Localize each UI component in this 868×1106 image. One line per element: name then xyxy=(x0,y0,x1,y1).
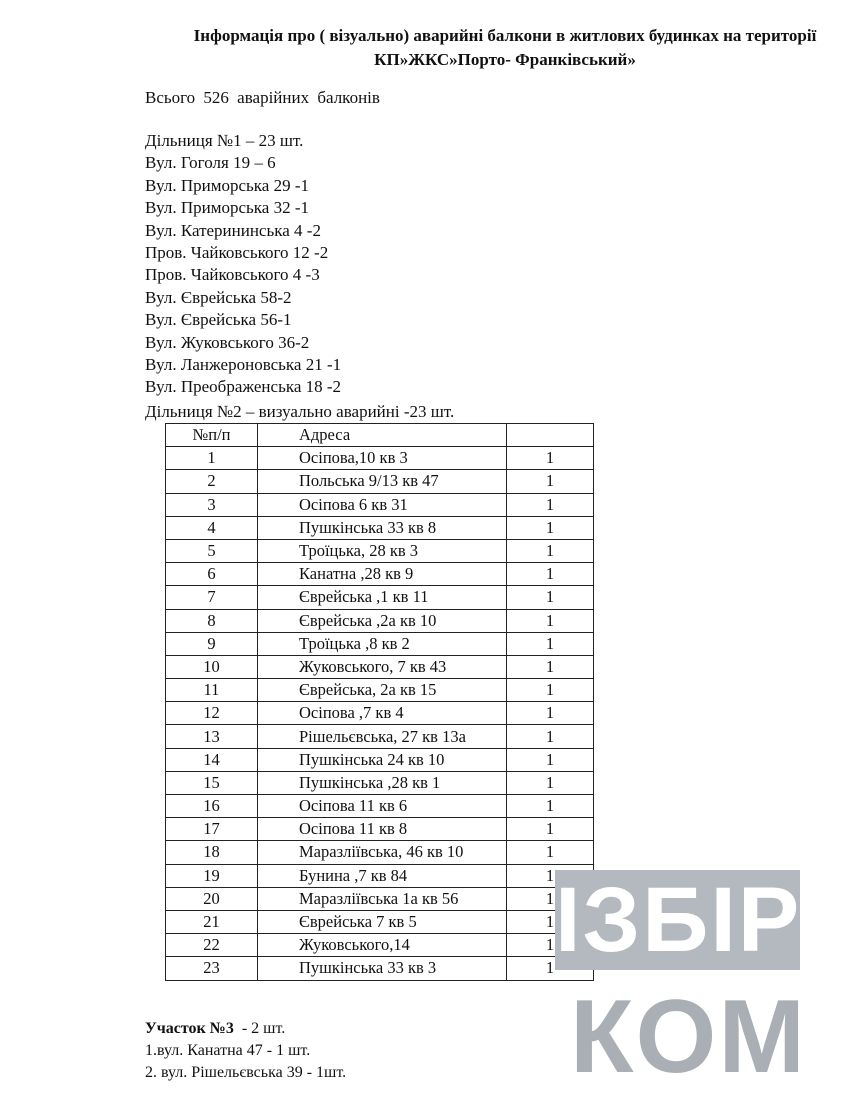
row-count: 1 xyxy=(507,632,594,655)
table-row xyxy=(166,679,594,702)
table-row xyxy=(166,910,594,933)
row-number: 11 xyxy=(166,679,258,702)
section-3-heading-line xyxy=(145,1018,346,1040)
section-3-heading: Участок №3 xyxy=(145,1020,234,1037)
row-number: 18 xyxy=(166,841,258,864)
watermark-line-1: ІЗБІР xyxy=(555,869,802,971)
row-count: 1 xyxy=(507,586,594,609)
document-title: Інформація про ( візуально) аварийні балкони в житлових будинках на території КП»ЖКС»Порто- Франківський» xyxy=(193,26,817,69)
row-address: Троїцька ,8 кв 2 xyxy=(258,632,507,655)
row-count: 1 xyxy=(507,493,594,516)
table-body xyxy=(166,447,594,980)
row-number: 8 xyxy=(166,609,258,632)
list-item: 2. вул. Рішельєвська 39 - 1шт. xyxy=(145,1064,347,1081)
row-address: Пушкінська 33 кв 3 xyxy=(258,957,507,980)
section-2-table xyxy=(165,423,594,981)
row-number: 14 xyxy=(166,748,258,771)
table-row xyxy=(166,795,594,818)
row-count: 1 xyxy=(507,563,594,586)
table-row xyxy=(166,702,594,725)
row-number: 2 xyxy=(166,470,258,493)
row-address: Канатна ,28 кв 9 xyxy=(258,563,507,586)
table-header-row xyxy=(166,424,594,447)
section-1-heading: Дільниця №1 – 23 шт. xyxy=(145,131,304,150)
row-number: 22 xyxy=(166,934,258,957)
row-address: Бунина ,7 кв 84 xyxy=(258,864,507,887)
row-address: Пушкінська 33 кв 8 xyxy=(258,516,507,539)
table-row xyxy=(166,748,594,771)
section-3-list xyxy=(145,1040,346,1084)
list-item: Пров. Чайковського 12 -2 xyxy=(145,243,329,263)
section-2-heading: Дільниця №2 – визуально аварийні -23 шт. xyxy=(145,402,455,421)
row-count: 1 xyxy=(507,934,594,957)
row-count: 1 xyxy=(507,841,594,864)
list-item: Вул. Приморська 29 -1 xyxy=(145,175,309,195)
row-number: 4 xyxy=(166,516,258,539)
table-row xyxy=(166,725,594,748)
row-address: Осіпова ,7 кв 4 xyxy=(258,702,507,725)
row-number: 20 xyxy=(166,887,258,910)
list-item: Вул. Єврейська 58-2 xyxy=(145,287,292,307)
row-address: Осіпова,10 кв 3 xyxy=(258,447,507,470)
row-address: Жуковського,14 xyxy=(258,934,507,957)
section-3 xyxy=(145,1018,346,1084)
table-row xyxy=(166,864,594,887)
row-address: Єврейська, 2а кв 15 xyxy=(258,679,507,702)
list-item: Вул. Катерининська 4 -2 xyxy=(145,220,321,240)
row-address: Єврейська 7 кв 5 xyxy=(258,910,507,933)
list-item: 1.вул. Канатна 47 - 1 шт. xyxy=(145,1042,311,1059)
row-count: 1 xyxy=(507,725,594,748)
column-header-address: Адреса xyxy=(258,424,507,447)
row-number: 3 xyxy=(166,493,258,516)
row-address: Польська 9/13 кв 47 xyxy=(258,470,507,493)
table-row xyxy=(166,771,594,794)
row-number: 13 xyxy=(166,725,258,748)
row-count: 1 xyxy=(507,609,594,632)
row-number: 17 xyxy=(166,818,258,841)
row-count: 1 xyxy=(507,795,594,818)
row-number: 7 xyxy=(166,586,258,609)
row-count: 1 xyxy=(507,818,594,841)
row-address: Осіпова 11 кв 6 xyxy=(258,795,507,818)
row-number: 5 xyxy=(166,539,258,562)
row-count: 1 xyxy=(507,702,594,725)
column-header-count xyxy=(507,424,594,447)
row-count: 1 xyxy=(507,655,594,678)
table-row xyxy=(166,609,594,632)
row-address: Маразліївська, 46 кв 10 xyxy=(258,841,507,864)
table-row xyxy=(166,470,594,493)
row-number: 10 xyxy=(166,655,258,678)
table-row xyxy=(166,818,594,841)
table-row xyxy=(166,493,594,516)
row-number: 19 xyxy=(166,864,258,887)
row-count: 1 xyxy=(507,539,594,562)
row-count: 1 xyxy=(507,910,594,933)
list-item: Вул. Приморська 32 -1 xyxy=(145,198,309,218)
table-row xyxy=(166,632,594,655)
list-item: Вул. Преображенська 18 -2 xyxy=(145,377,342,397)
table-row xyxy=(166,841,594,864)
list-item: Вул. Гоголя 19 – 6 xyxy=(145,153,276,173)
table-row xyxy=(166,957,594,980)
watermark-logo xyxy=(555,870,855,1106)
section-3-heading-count: - 2 шт. xyxy=(233,1020,286,1037)
row-count: 1 xyxy=(507,887,594,910)
row-address: Рішельєвська, 27 кв 13а xyxy=(258,725,507,748)
row-number: 21 xyxy=(166,910,258,933)
row-number: 6 xyxy=(166,563,258,586)
table-row xyxy=(166,563,594,586)
row-number: 23 xyxy=(166,957,258,980)
list-item: Вул. Жуковського 36-2 xyxy=(145,332,310,352)
watermark-line-2: КОМ xyxy=(570,979,808,1095)
row-count: 1 xyxy=(507,771,594,794)
total-count: Всього 526 аварійних балконів xyxy=(145,88,380,107)
row-number: 1 xyxy=(166,447,258,470)
row-number: 9 xyxy=(166,632,258,655)
row-address: Осіпова 6 кв 31 xyxy=(258,493,507,516)
row-number: 12 xyxy=(166,702,258,725)
row-count: 1 xyxy=(507,516,594,539)
table-row xyxy=(166,887,594,910)
list-item: Вул. Єврейська 56-1 xyxy=(145,310,292,330)
row-address: Єврейська ,2а кв 10 xyxy=(258,609,507,632)
table-row xyxy=(166,586,594,609)
row-address: Пушкінська 24 кв 10 xyxy=(258,748,507,771)
section-1-list xyxy=(145,152,341,398)
row-count: 1 xyxy=(507,679,594,702)
list-item: Вул. Ланжероновська 21 -1 xyxy=(145,355,342,375)
column-header-number: №п/п xyxy=(166,424,258,447)
row-number: 16 xyxy=(166,795,258,818)
row-address: Жуковського, 7 кв 43 xyxy=(258,655,507,678)
table-row xyxy=(166,934,594,957)
row-address: Маразліївська 1а кв 56 xyxy=(258,887,507,910)
row-count: 1 xyxy=(507,447,594,470)
table-row xyxy=(166,447,594,470)
table-row xyxy=(166,539,594,562)
row-number: 15 xyxy=(166,771,258,794)
row-count: 1 xyxy=(507,470,594,493)
row-address: Пушкінська ,28 кв 1 xyxy=(258,771,507,794)
row-count: 1 xyxy=(507,957,594,980)
table-row xyxy=(166,655,594,678)
table-row xyxy=(166,516,594,539)
row-count: 1 xyxy=(507,864,594,887)
section-1 xyxy=(145,130,341,399)
row-count: 1 xyxy=(507,748,594,771)
list-item: Пров. Чайковського 4 -3 xyxy=(145,265,320,285)
row-address: Єврейська ,1 кв 11 xyxy=(258,586,507,609)
row-address: Осіпова 11 кв 8 xyxy=(258,818,507,841)
row-address: Троїцька, 28 кв 3 xyxy=(258,539,507,562)
